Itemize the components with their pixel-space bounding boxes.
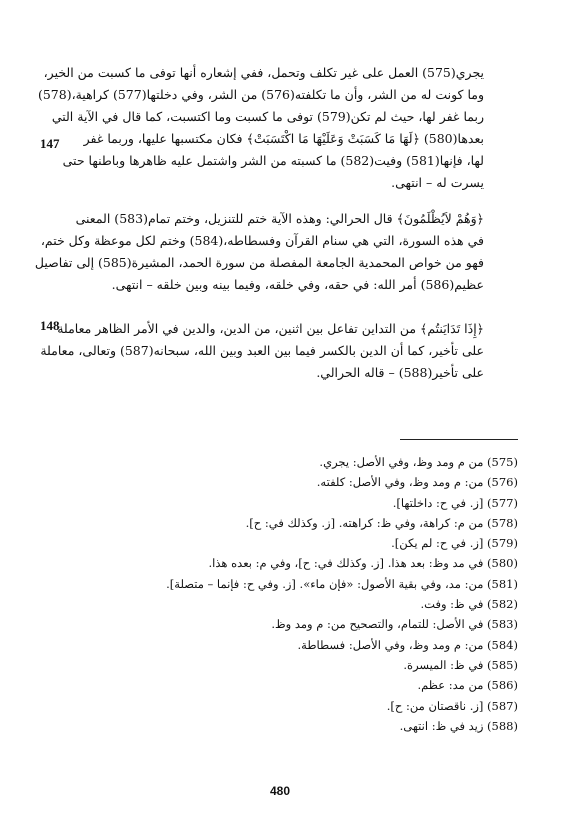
footnote: (583) في الأصل: للتمام، والتصحيح من: م ومد وظ. bbox=[271, 617, 518, 632]
footnote: (585) في ظ: الميسرة. bbox=[403, 657, 518, 672]
text-line: يجري(575) العمل على غير تكلف وتحمل، ففي إشعاره أنها توفى ما كسبت من الخير، bbox=[43, 65, 484, 80]
text-line: ربما غفر لها، حيث لم تكن(579) توفى ما كسبت وما اكتسبت، كما قال في الآية التي bbox=[51, 109, 484, 124]
footnote: (575) من م ومد وظ، وفي الأصل: يجري. bbox=[319, 455, 518, 469]
text-line: على تأخير، كما أن الدين بالكسر فيما بين العبد وبين الله، سبحانه(587) وتعالى، معاملة bbox=[40, 343, 484, 358]
margin-number: 147 bbox=[40, 136, 60, 151]
footnote: (587) [ز. ناقصتان من: ح]. bbox=[386, 698, 518, 713]
footnote: (577) [ز. في ح: داخلتها]. bbox=[392, 495, 518, 510]
text-line: فهو من خواص المحمدية الجامعة المفصلة من سورة الحمد، المشيرة(585) إلى تفاصيل bbox=[34, 255, 484, 270]
text-line: بعدها(580) ﴿لَهَا مَا كَسَبَتْ وَعَلَيْهَا مَا اكْتَسَبَتْ﴾ فكان مكتسبها عليها، وربما غفر bbox=[83, 131, 484, 146]
footnote-divider bbox=[400, 439, 518, 440]
footnote-list bbox=[60, 452, 518, 736]
footnote: (584) من: م ومد وظ، وفي الأصل: فسطاطة. bbox=[297, 637, 518, 652]
margin-number: 148 bbox=[40, 318, 60, 333]
footnote: (580) في مد وظ: بعد هذا. [ز. وكذلك في: ح]، وفي م: بعده هذا. bbox=[208, 556, 518, 571]
text-line: يسرت له – انتهى. bbox=[391, 175, 484, 190]
text-line: ﴿وَهُمْ لاَيُظْلَمُونَ﴾ قال الحرالي: وهذه الآية ختم للتنزيل، وختم تمام(583) المعنى bbox=[75, 211, 484, 226]
text-line: وما كونت له من الشر، وأن ما تكلفته(576) من الشر، وفي دخلتها(577) كراهية،(578) bbox=[37, 87, 484, 102]
text-line: ﴿إِذَا تَدَايَنتُم﴾ من التداين تفاعل بين اثنين، من الدين، والدين في الأمر الظاهر معاملة bbox=[57, 321, 484, 336]
paragraph-2 bbox=[34, 208, 484, 296]
footnote: (588) زيد في ظ: انتهى. bbox=[399, 718, 518, 733]
footnote: (578) من م: كراهة، وفي ظ: كراهته. [ز. وكذلك في: ح]. bbox=[245, 515, 518, 530]
footnote: (576) من: م ومد وظ، وفي الأصل: كلفته. bbox=[316, 475, 518, 490]
footnote: (579) [ز. في ح: لم يكن]. bbox=[391, 536, 518, 551]
text-line: عظيم(586) أمر الله: في حقه، وفي خلقه، وفيما بينه وبين خلقه – انتهى. bbox=[111, 277, 484, 292]
text-line: في هذه السورة، التي هي سنام القرآن وفسطاطه،(584) وختم لكل موعظة وكل ختم، bbox=[40, 233, 484, 248]
footnote: (581) من: مد، وفي بقية الأصول: «فإن ماء». [ز. وفي ح: فإنما – متصلة]. bbox=[166, 576, 518, 591]
footnote: (586) من مد: عظم. bbox=[417, 678, 518, 693]
page-number: 480 bbox=[269, 784, 291, 798]
footnote: (582) في ظ: وفت. bbox=[420, 597, 518, 612]
text-line: على تأخير(588) – قاله الحرالي. bbox=[316, 365, 484, 380]
text-line: لها، فإنها(581) وفيت(582) ما كسبته من الشر واشتمل عليه ظاهرها وباطنها حتى bbox=[62, 153, 484, 168]
